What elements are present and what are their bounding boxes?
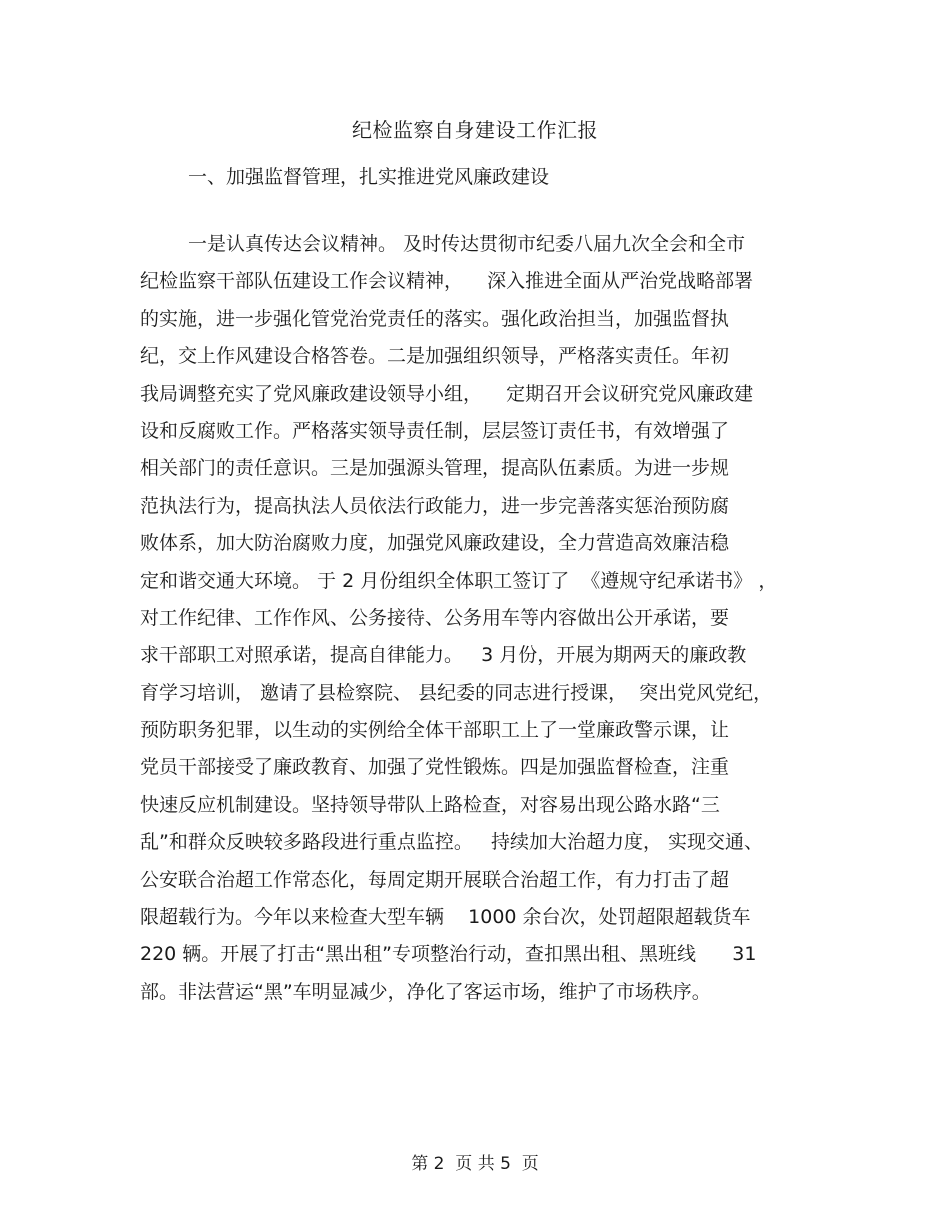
paragraph-line: 求干部职工对照承诺，提高自律能力。 3 月份，开展为期两天的廉政教 [140,644,747,667]
paragraph-line: 相关部门的责任意识。三是加强源头管理，提高队伍素质。为进一步规 [140,457,730,480]
paragraph-line: 纪，交上作风建设合格答卷。二是加强组织领导，严格落实责任。年初 [140,345,730,368]
paragraph-line: 的实施，进一步强化管党治党责任的落实。强化政治担当，加强监督执 [140,307,730,330]
paragraph-line: 范执法行为，提高执法人员依法行政能力，进一步完善落实惩治预防腐 [140,494,730,517]
document-title: 纪检监察自身建设工作汇报 [352,118,598,142]
paragraph-line: 快速反应机制建设。坚持领导带队上路检查，对容易出现公路水路“三 [140,793,720,816]
paragraph-line: 设和反腐败工作。严格落实领导责任制，层层签订责任书，有效增强了 [140,419,730,442]
paragraph-line: 党员干部接受了廉政教育、加强了党性锻炼。四是加强监督检查，注重 [140,756,730,779]
paragraph-line: 公安联合治超工作常态化，每周定期开展联合治超工作，有力打击了超 [140,868,730,891]
paragraph-line: 败体系，加大防治腐败力度，加强党风廉政建设，全力营造高效廉洁稳 [140,532,730,555]
paragraph-line: 部。非法营运“黑”车明显减少，净化了客运市场，维护了市场秩序。 [140,980,711,1003]
paragraph-line: 乱”和群众反映较多路段进行重点监控。 持续加大治超力度， 实现交通、 [140,831,764,854]
paragraph-line: 我局调整充实了党风廉政建设领导小组， 定期召开会议研究党风廉政建 [140,382,754,405]
paragraph-line: 纪检监察干部队伍建设工作会议精神， 深入推进全面从严治党战略部署 [140,270,754,293]
page-number-footer: 第 2 页 共 5 页 [411,1154,539,1174]
body-paragraph [140,226,820,1011]
paragraph-line: 限超载行为。今年以来检查大型车辆 1000 余台次，处罚超限超载货车 [140,906,751,929]
paragraph-line: 对工作纪律、工作作风、公务接待、公务用车等内容做出公开承诺，要 [140,606,730,629]
paragraph-line: 一是认真传达会议精神。 及时传达贯彻市纪委八届九次全会和全市 [188,233,746,255]
section-heading: 一、加强监督管理，扎实推进党风廉政建设 [188,166,550,188]
paragraph-line: 220 辆。开展了打击“黑出租”专项整治行动，查扣黑出租、黑班线 31 [140,943,757,966]
paragraph-line: 定和谐交通大环境。 于 2 月份组织全体职工签订了 《遵规守纪承诺书》 ， [140,569,778,592]
paragraph-line: 育学习培训， 邀请了县检察院、 县纪委的同志进行授课， 突出党风党纪， [140,681,773,704]
paragraph-line: 预防职务犯罪，以生动的实例给全体干部职工上了一堂廉政警示课，让 [140,719,730,742]
